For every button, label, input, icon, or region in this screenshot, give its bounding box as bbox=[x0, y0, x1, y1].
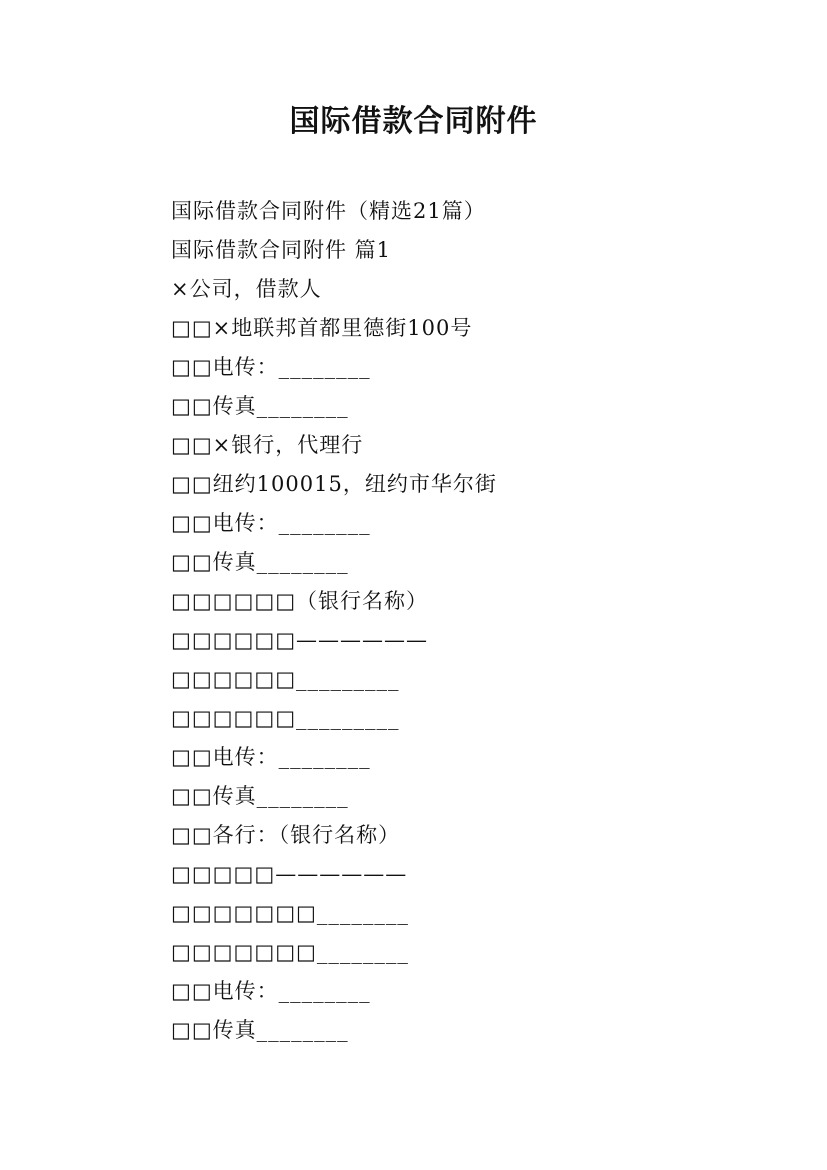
body-line: □□×银行，代理行 bbox=[171, 433, 364, 457]
body-line: □□传真________ bbox=[171, 550, 349, 574]
body-line: □□电传：________ bbox=[171, 511, 371, 535]
document-body bbox=[171, 192, 771, 1050]
body-line: □□□□□□_________ bbox=[171, 667, 400, 691]
body-line: □□各行：（银行名称） bbox=[171, 823, 401, 847]
body-line: □□传真________ bbox=[171, 784, 349, 808]
body-line: ×公司，借款人 bbox=[171, 277, 322, 301]
body-line: □□□□□□□________ bbox=[171, 940, 409, 964]
body-line: □□电传：________ bbox=[171, 979, 371, 1003]
body-line: □□□□□□_________ bbox=[171, 706, 400, 730]
body-line: □□电传：________ bbox=[171, 745, 371, 769]
body-line: □□传真________ bbox=[171, 394, 349, 418]
body-line: □□□□□—————— bbox=[171, 862, 408, 886]
body-line: □□×地联邦首都里德街100号 bbox=[171, 316, 473, 340]
body-line: □□□□□□□________ bbox=[171, 901, 409, 925]
body-line: □□电传：________ bbox=[171, 355, 371, 379]
body-line: □□□□□□（银行名称） bbox=[171, 589, 429, 613]
body-line: □□传真________ bbox=[171, 1018, 349, 1042]
document-title: 国际借款合同附件 bbox=[289, 104, 538, 139]
body-line: 国际借款合同附件 篇1 bbox=[171, 238, 392, 262]
body-line: □□纽约100015，纽约市华尔街 bbox=[171, 472, 497, 496]
body-line: 国际借款合同附件（精选21篇） bbox=[171, 199, 486, 223]
body-line: □□□□□□—————— bbox=[171, 628, 429, 652]
